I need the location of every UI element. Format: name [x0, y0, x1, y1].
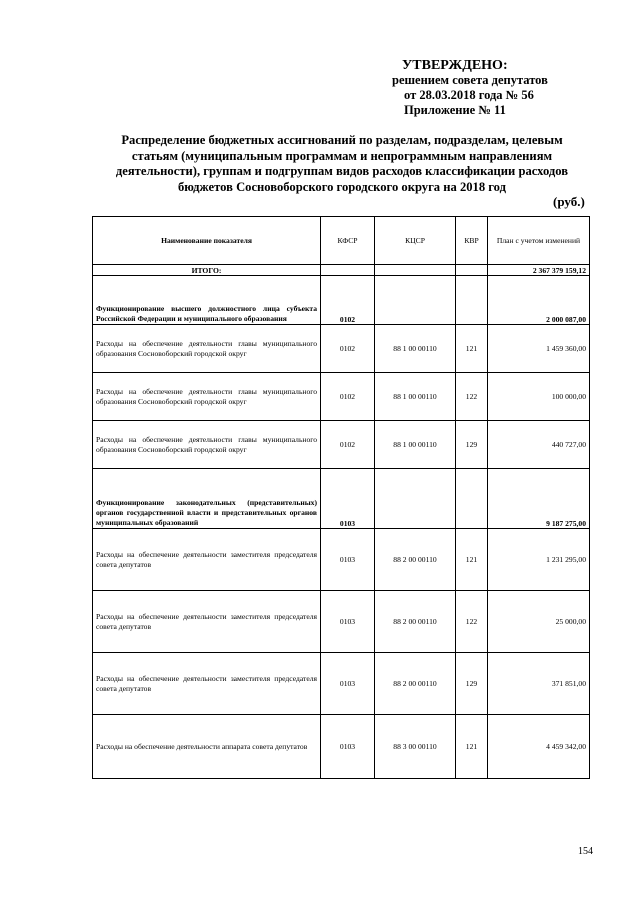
approval-decision: решением совета депутатов: [392, 73, 548, 87]
table-row: [93, 421, 590, 469]
header-kvr: КВР: [456, 217, 488, 265]
row-amount: 4 459 342,00: [488, 715, 590, 779]
total-amount: 2 367 379 159,12: [488, 265, 590, 276]
budget-table: [92, 216, 590, 779]
header-name: Наименование показателя: [93, 217, 321, 265]
header-kfsr: КФСР: [321, 217, 375, 265]
row-kvr: [456, 469, 488, 529]
row-kfsr: 0103: [321, 469, 375, 529]
row-kcsr: 88 1 00 00110: [375, 325, 456, 373]
total-kfsr: [321, 265, 375, 276]
row-name: Расходы на обеспечение деятельности главы муниципального образования Сосновоборский городской округ: [93, 421, 321, 469]
page-number: 154: [578, 846, 593, 857]
row-amount: 440 727,00: [488, 421, 590, 469]
total-row: [93, 265, 590, 276]
row-kfsr: 0103: [321, 591, 375, 653]
total-kcsr: [375, 265, 456, 276]
title-line: бюджетов Сосновоборского городского округа на 2018 год: [177, 179, 506, 194]
header-plan: План с учетом изменений: [488, 217, 590, 265]
title-line: статьям (муниципальным программам и непрограммным направлениям: [131, 148, 553, 163]
row-kfsr: 0102: [321, 373, 375, 421]
row-kcsr: 88 3 00 00110: [375, 715, 456, 779]
row-kcsr: 88 1 00 00110: [375, 421, 456, 469]
row-kcsr: 88 2 00 00110: [375, 653, 456, 715]
approval-heading: УТВЕРЖДЕНО:: [402, 58, 508, 73]
row-name: Расходы на обеспечение деятельности заместителя председателя совета депутатов: [93, 529, 321, 591]
row-amount: 25 000,00: [488, 591, 590, 653]
row-kvr: 122: [456, 591, 488, 653]
row-kcsr: 88 1 00 00110: [375, 373, 456, 421]
row-kvr: 121: [456, 715, 488, 779]
row-amount: 1 231 295,00: [488, 529, 590, 591]
row-kfsr: 0103: [321, 653, 375, 715]
row-name: Расходы на обеспечение деятельности заместителя председателя совета депутатов: [93, 591, 321, 653]
table-row: [93, 653, 590, 715]
row-name: Расходы на обеспечение деятельности аппарата совета депутатов: [93, 715, 321, 779]
title-line: Распределение бюджетных ассигнований по разделам, подразделам, целевым: [121, 133, 563, 147]
approval-date: от 28.03.2018 года № 56: [404, 88, 534, 102]
row-name: Расходы на обеспечение деятельности главы муниципального образования Сосновоборский городской округ: [93, 373, 321, 421]
row-kvr: 129: [456, 653, 488, 715]
row-amount: 371 851,00: [488, 653, 590, 715]
row-kvr: 121: [456, 529, 488, 591]
row-name: Функционирование высшего должностного лица субъекта Российской Федерации и муниципального образования: [93, 276, 321, 325]
row-amount: 1 459 360,00: [488, 325, 590, 373]
approval-stamp: [392, 58, 632, 118]
row-name: Расходы на обеспечение деятельности главы муниципального образования Сосновоборский городской округ: [93, 325, 321, 373]
row-kfsr: 0102: [321, 325, 375, 373]
row-kcsr: [375, 469, 456, 529]
row-kcsr: 88 2 00 00110: [375, 529, 456, 591]
row-kvr: [456, 276, 488, 325]
table-row: [93, 325, 590, 373]
row-kfsr: 0102: [321, 276, 375, 325]
row-kcsr: 88 2 00 00110: [375, 591, 456, 653]
table-row: [93, 529, 590, 591]
row-kfsr: 0103: [321, 529, 375, 591]
row-kvr: 129: [456, 421, 488, 469]
row-name: Функционирование законодательных (представительных) органов государственной власти и представительных органов муниципальных образований: [93, 469, 321, 529]
header-kcsr: КЦСР: [375, 217, 456, 265]
title-line: деятельности), группам и подгруппам видов расходов классификации расходов: [115, 164, 569, 178]
table-row: [93, 715, 590, 779]
row-amount: 9 187 275,00: [488, 469, 590, 529]
row-kfsr: 0103: [321, 715, 375, 779]
table-row: [93, 373, 590, 421]
row-kvr: 122: [456, 373, 488, 421]
row-amount: 2 000 087,00: [488, 276, 590, 325]
table-row: [93, 591, 590, 653]
row-name: Расходы на обеспечение деятельности заместителя председателя совета депутатов: [93, 653, 321, 715]
currency-unit: (руб.): [553, 194, 585, 209]
table-row: [93, 469, 590, 529]
total-kvr: [456, 265, 488, 276]
row-amount: 100 000,00: [488, 373, 590, 421]
row-kcsr: [375, 276, 456, 325]
appendix-number: Приложение № 11: [404, 103, 506, 117]
document-title: [88, 133, 596, 195]
table-row: [93, 276, 590, 325]
row-kvr: 121: [456, 325, 488, 373]
total-label: ИТОГО:: [93, 265, 321, 276]
table-header-row: [93, 217, 590, 265]
row-kfsr: 0102: [321, 421, 375, 469]
